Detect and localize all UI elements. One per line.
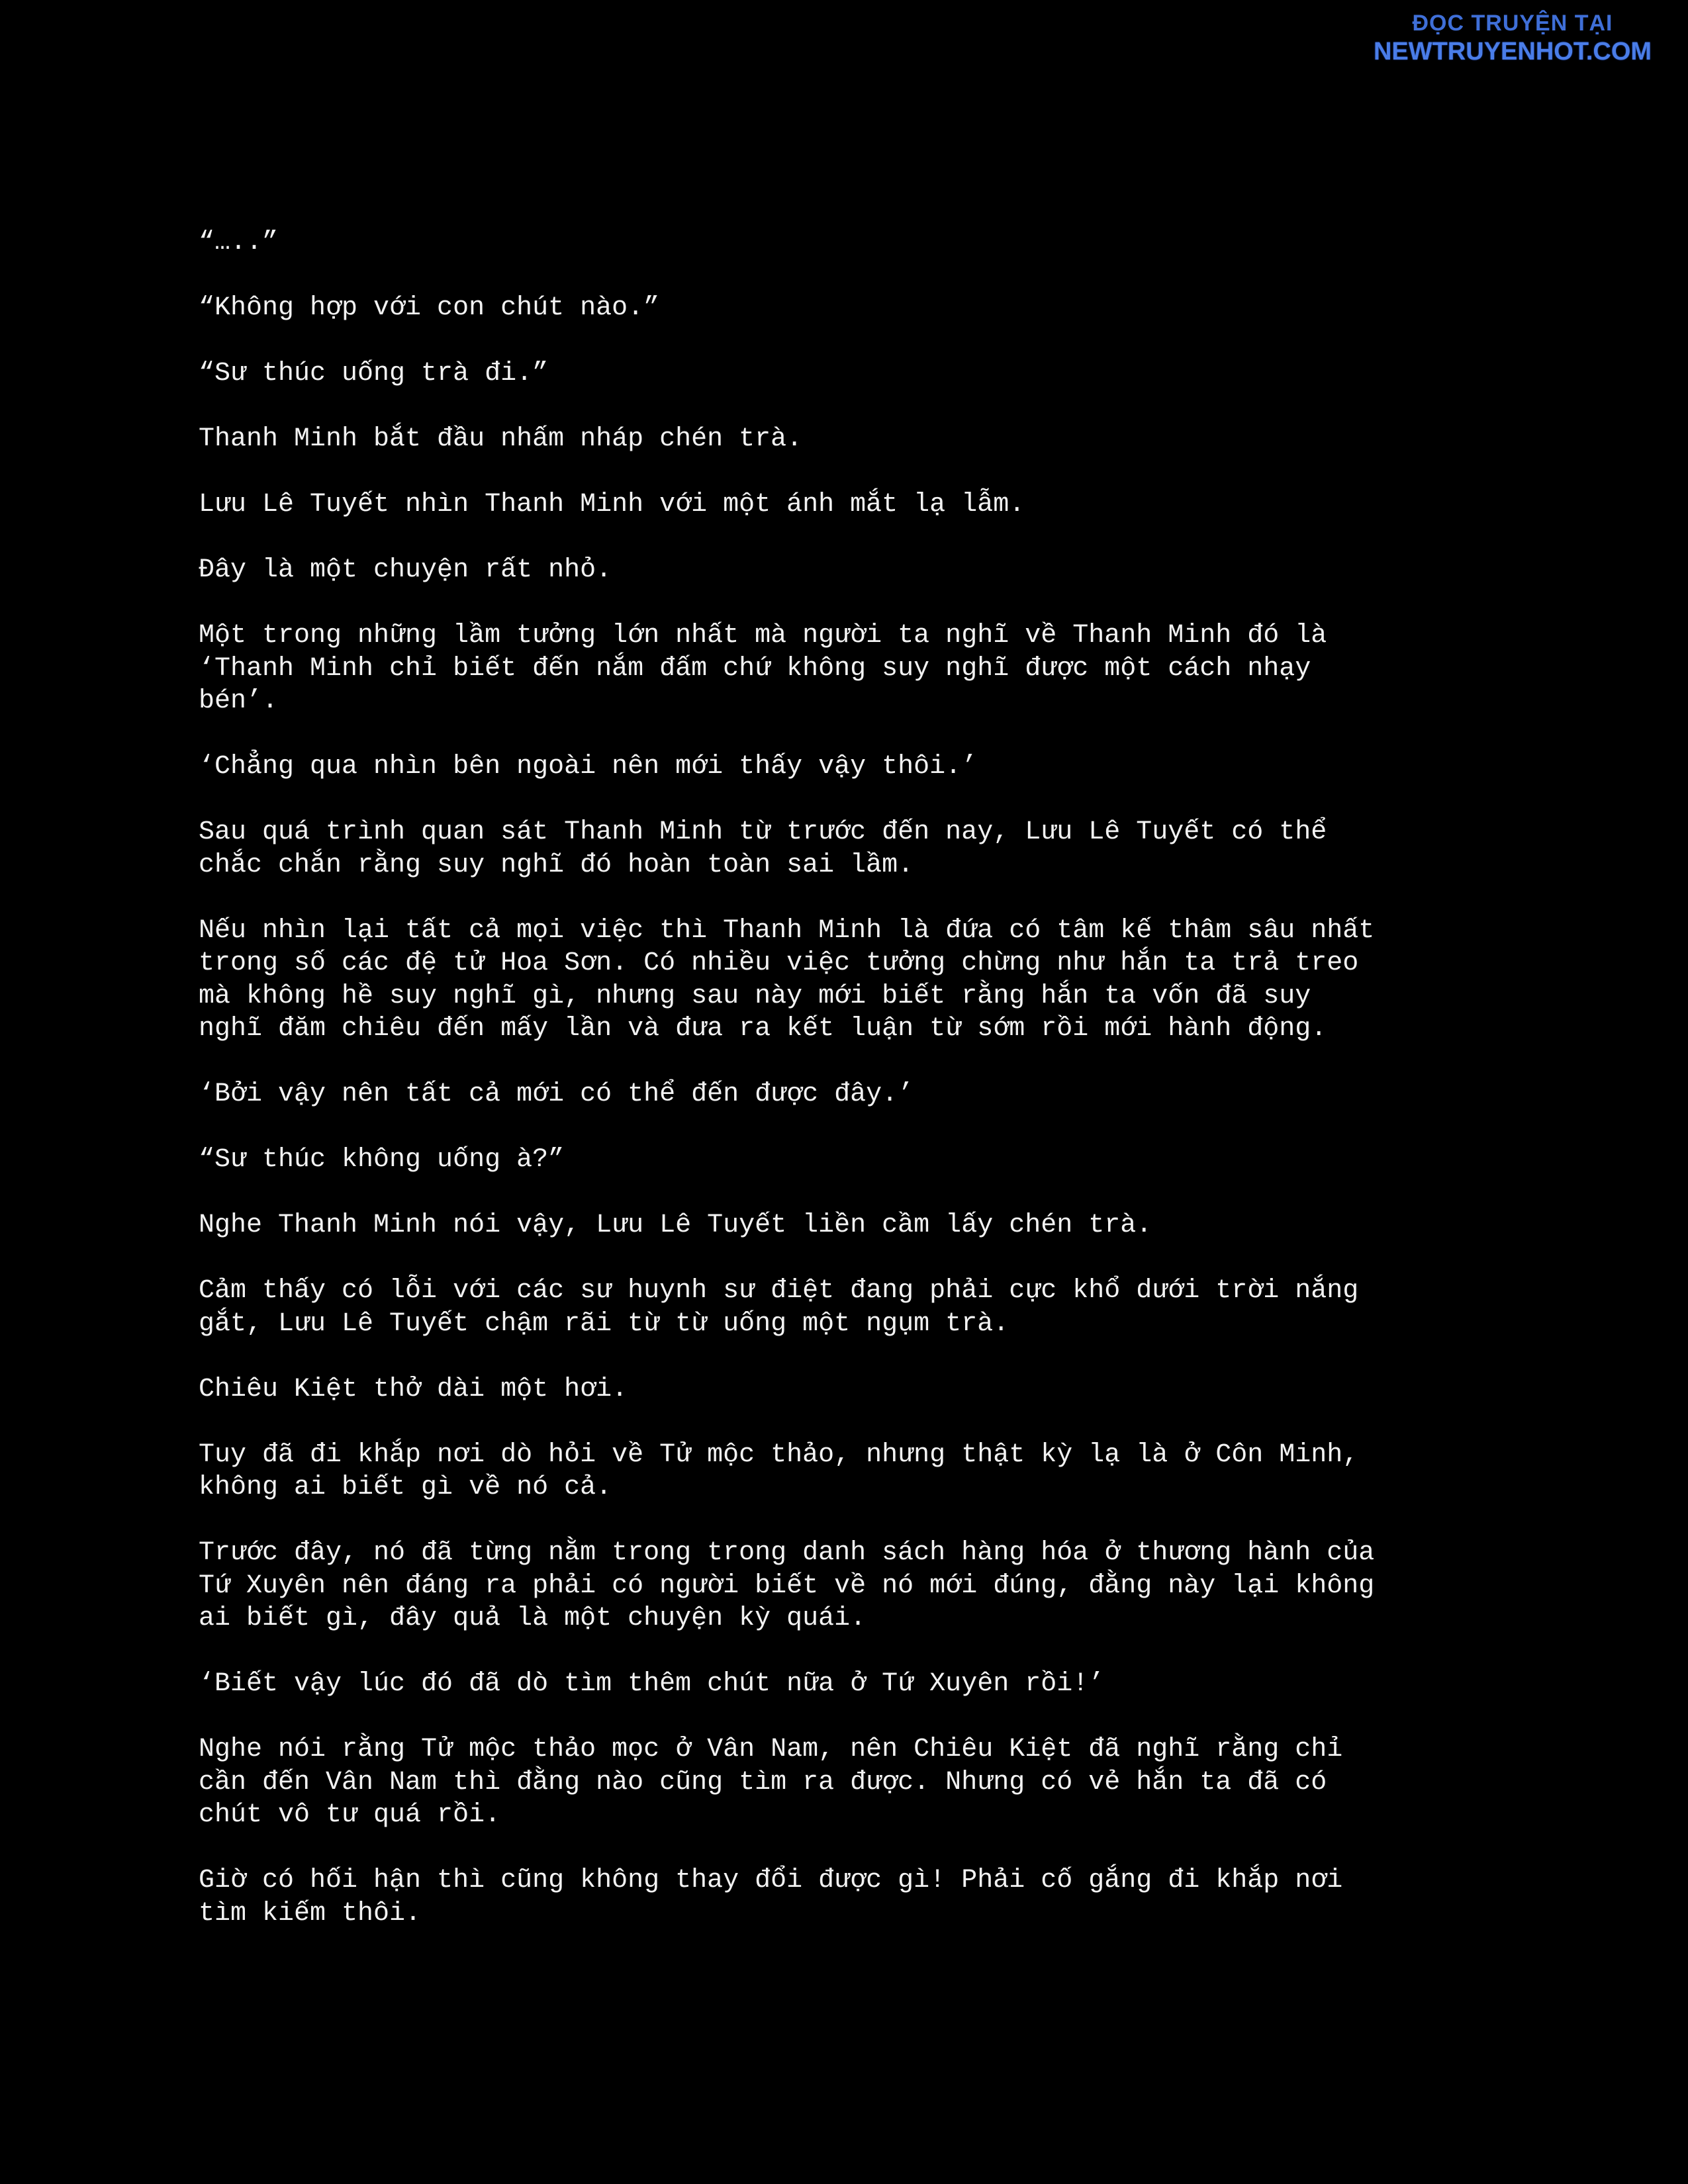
- paragraph: [199, 1144, 1523, 1177]
- paragraph: [199, 357, 1523, 390]
- paragraph-line: trong số các đệ tử Hoa Sơn. Có nhiều việc tưởng chừng như hắn ta trả treo: [199, 948, 1359, 978]
- paragraph: [199, 1537, 1523, 1635]
- paragraph: [199, 751, 1523, 784]
- paragraph: [199, 915, 1523, 1046]
- paragraph-line: Giờ có hối hận thì cũng không thay đổi được gì! Phải cố gắng đi khắp nơi: [199, 1866, 1343, 1895]
- paragraph-line: tìm kiếm thôi.: [199, 1898, 422, 1929]
- paragraph: [199, 1864, 1523, 1930]
- paragraph-line: “Không hợp với con chút nào.”: [199, 293, 660, 323]
- paragraph: [199, 1078, 1523, 1111]
- paragraph: [199, 1373, 1523, 1406]
- paragraph-line: Chiêu Kiệt thở dài một hơi.: [199, 1374, 628, 1404]
- site-watermark: [1357, 9, 1668, 66]
- paragraph: [199, 488, 1523, 522]
- paragraph-line: Lưu Lê Tuyết nhìn Thanh Minh với một ánh mắt lạ lẫm.: [199, 490, 1025, 520]
- paragraph: [199, 554, 1523, 587]
- paragraph-line: Tuy đã đi khắp nơi dò hỏi về Tử mộc thảo, nhưng thật kỳ lạ là ở Côn Minh,: [199, 1439, 1359, 1470]
- paragraph-line: ‘Thanh Minh chỉ biết đến nắm đấm chứ không suy nghĩ được một cách nhạy: [199, 653, 1311, 684]
- paragraph-line: chắc chắn rằng suy nghĩ đó hoàn toàn sai lầm.: [199, 850, 914, 880]
- paragraph-line: bén’.: [199, 686, 279, 716]
- paragraph: [199, 1439, 1523, 1504]
- paragraph: [199, 1733, 1523, 1832]
- paragraph-line: “Sư thúc uống trà đi.”: [199, 359, 549, 388]
- paragraph: [199, 1275, 1523, 1340]
- paragraph-line: Nghe nói rằng Tử mộc thảo mọc ở Vân Nam, nên Chiêu Kiệt đã nghĩ rằng chỉ: [199, 1735, 1343, 1764]
- paragraph-line: ‘Biết vậy lúc đó đã dò tìm thêm chút nữa ở Tứ Xuyên rồi!’: [199, 1669, 1105, 1699]
- paragraph-line: Thanh Minh bắt đầu nhấm nháp chén trà.: [199, 424, 803, 454]
- paragraph-line: ‘Chẳng qua nhìn bên ngoài nên mới thấy vậy thôi.’: [199, 752, 978, 782]
- watermark-site-name: NEWTRUYENHOT.COM: [1373, 38, 1652, 66]
- paragraph: [199, 1668, 1523, 1701]
- paragraph-line: Cảm thấy có lỗi với các sư huynh sư điệt đang phải cực khổ dưới trời nắng: [199, 1276, 1359, 1306]
- paragraph-line: Trước đây, nó đã từng nằm trong trong danh sách hàng hóa ở thương hành của: [199, 1538, 1375, 1568]
- paragraph-line: “Sư thúc không uống à?”: [199, 1145, 565, 1175]
- paragraph: [199, 816, 1523, 882]
- paragraph-line: nghĩ đăm chiêu đến mấy lần và đưa ra kết luận từ sớm rồi mới hành động.: [199, 1014, 1327, 1044]
- paragraph-line: Đây là một chuyện rất nhỏ.: [199, 555, 612, 585]
- paragraph-line: “…..”: [199, 228, 279, 257]
- paragraph: [199, 292, 1523, 325]
- paragraph-line: mà không hề suy nghĩ gì, nhưng sau này mới biết rằng hắn ta vốn đã suy: [199, 981, 1311, 1011]
- paragraph: [199, 619, 1523, 718]
- watermark-line-1: ĐỌC TRUYỆN TẠI: [1412, 11, 1613, 36]
- paragraph-line: Nếu nhìn lại tất cả mọi việc thì Thanh Minh là đứa có tâm kế thâm sâu nhất: [199, 915, 1375, 946]
- paragraph-line: Nghe Thanh Minh nói vậy, Lưu Lê Tuyết liền cầm lấy chén trà.: [199, 1210, 1152, 1240]
- paragraph-line: ‘Bởi vậy nên tất cả mới có thể đến được đây.’: [199, 1079, 914, 1109]
- paragraph: [199, 226, 1523, 259]
- paragraph-line: không ai biết gì về nó cả.: [199, 1473, 612, 1502]
- paragraph: [199, 1209, 1523, 1242]
- paragraph-line: Một trong những lầm tưởng lớn nhất mà người ta nghĩ về Thanh Minh đó là: [199, 621, 1327, 651]
- paragraph-line: cần đến Vân Nam thì đằng nào cũng tìm ra được. Nhưng có vẻ hắn ta đã có: [199, 1767, 1327, 1797]
- paragraph: [199, 423, 1523, 456]
- paragraph-line: ai biết gì, đây quả là một chuyện kỳ quái.: [199, 1604, 867, 1633]
- paragraph-line: Tứ Xuyên nên đáng ra phải có người biết về nó mới đúng, đằng này lại không: [199, 1570, 1375, 1601]
- paragraph-line: Sau quá trình quan sát Thanh Minh từ trước đến nay, Lưu Lê Tuyết có thể: [199, 817, 1327, 847]
- story-text: [199, 226, 1523, 1963]
- paragraph-line: chút vô tư quá rồi.: [199, 1800, 501, 1830]
- paragraph-line: gắt, Lưu Lê Tuyết chậm rãi từ từ uống một ngụm trà.: [199, 1308, 1009, 1339]
